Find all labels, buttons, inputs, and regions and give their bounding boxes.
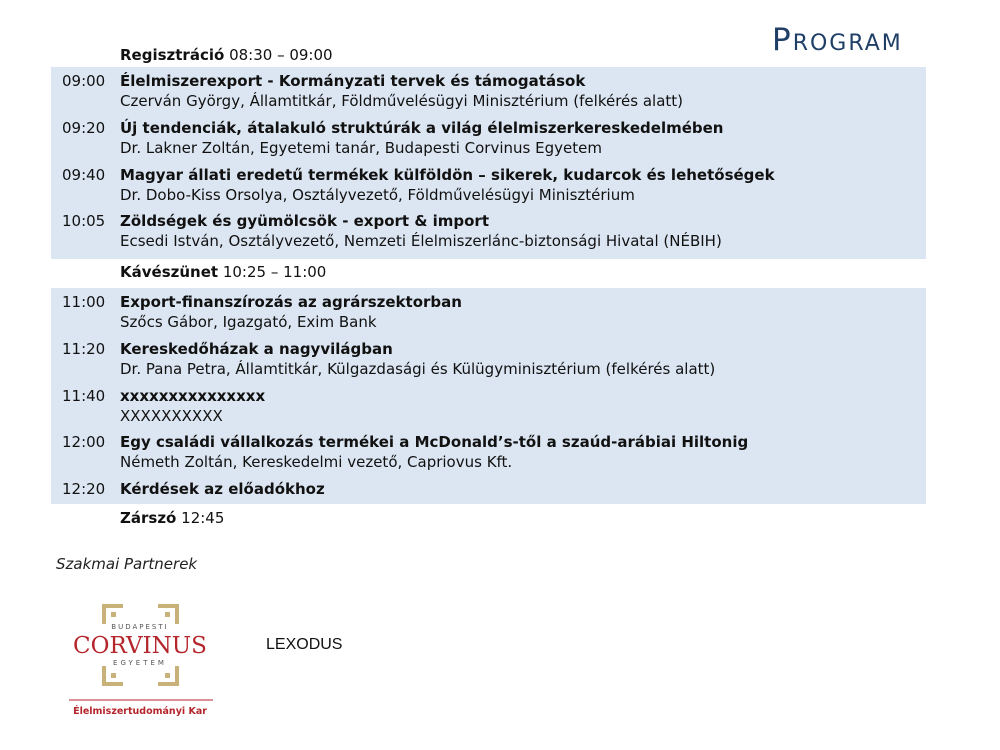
item-speaker: Szőcs Gábor, Igazgató, Exim Bank <box>120 313 377 331</box>
item-speaker: XXXXXXXXXX <box>120 407 223 425</box>
coffee-break-time: 10:25 – 11:00 <box>222 263 327 281</box>
item-speaker: Dr. Pana Petra, Államtitkár, Külgazdasági és Külügyminisztérium (felkérés alatt) <box>120 360 716 378</box>
item-title: Kérdések az előadókhoz <box>120 480 325 498</box>
registration-row <box>120 46 333 64</box>
page-title: Program <box>772 22 903 58</box>
corvinus-logo-graphic <box>63 600 218 720</box>
item-time: 09:00 <box>62 72 106 90</box>
logo-top-text: BUDAPESTI <box>111 623 169 631</box>
agenda-block-1 <box>51 67 926 259</box>
item-time: 09:40 <box>62 166 106 184</box>
item-time: 09:20 <box>62 119 106 137</box>
item-title: Kereskedőházak a nagyvilágban <box>120 340 393 358</box>
item-title: Magyar állati eredetű termékek külföldön – sikerek, kudarcok és lehetőségek <box>120 166 775 184</box>
coffee-break-label: Kávészünet <box>120 263 219 281</box>
item-speaker: Dr. Dobo-Kiss Orsolya, Osztályvezető, Földművelésügyi Minisztérium <box>120 186 635 204</box>
item-title: Egy családi vállalkozás termékei a McDonald’s-től a szaúd-arábiai Hiltonig <box>120 433 749 451</box>
item-title: Új tendenciák, átalakuló struktúrák a világ élelmiszerkereskedelmében <box>120 119 724 137</box>
item-speaker: Czerván György, Államtitkár, Földművelésügyi Minisztérium (felkérés alatt) <box>120 92 684 110</box>
item-title: xxxxxxxxxxxxxxx <box>120 387 266 405</box>
logo-main-text: CORVINUS <box>73 633 207 659</box>
item-time: 12:00 <box>62 433 106 451</box>
item-speaker: Dr. Lakner Zoltán, Egyetemi tanár, Budapesti Corvinus Egyetem <box>120 139 602 157</box>
coffee-break-row <box>120 263 326 281</box>
registration-time: 08:30 – 09:00 <box>229 46 333 64</box>
item-time: 11:00 <box>62 293 106 311</box>
registration-label: Regisztráció <box>120 46 225 64</box>
partners-label: Szakmai Partnerek <box>56 555 198 573</box>
agenda-block-2 <box>51 288 926 504</box>
item-title: Zöldségek és gyümölcsök - export & import <box>120 212 490 230</box>
item-speaker: Németh Zoltán, Kereskedelmi vezető, Capriovus Kft. <box>120 453 513 471</box>
item-time: 11:20 <box>62 340 106 358</box>
closing-row <box>120 509 224 527</box>
logo-faculty-text: Élelmiszertudományi Kar <box>73 706 207 717</box>
item-time: 12:20 <box>62 480 106 498</box>
corvinus-logo <box>63 600 218 720</box>
item-time: 11:40 <box>62 387 106 405</box>
closing-label: Zárszó <box>120 509 177 527</box>
item-time: 10:05 <box>62 212 106 230</box>
logo-sub-text: EGYETEM <box>113 659 167 667</box>
item-speaker: Ecsedi István, Osztályvezető, Nemzeti Élelmiszerlánc-biztonsági Hivatal (NÉBIH) <box>120 232 722 250</box>
item-title: Export-finanszírozás az agrárszektorban <box>120 293 462 311</box>
closing-time: 12:45 <box>181 509 225 527</box>
item-title: Élelmiszerexport - Kormányzati tervek és támogatások <box>120 72 586 90</box>
lexodus-partner: LEXODUS <box>266 636 343 653</box>
